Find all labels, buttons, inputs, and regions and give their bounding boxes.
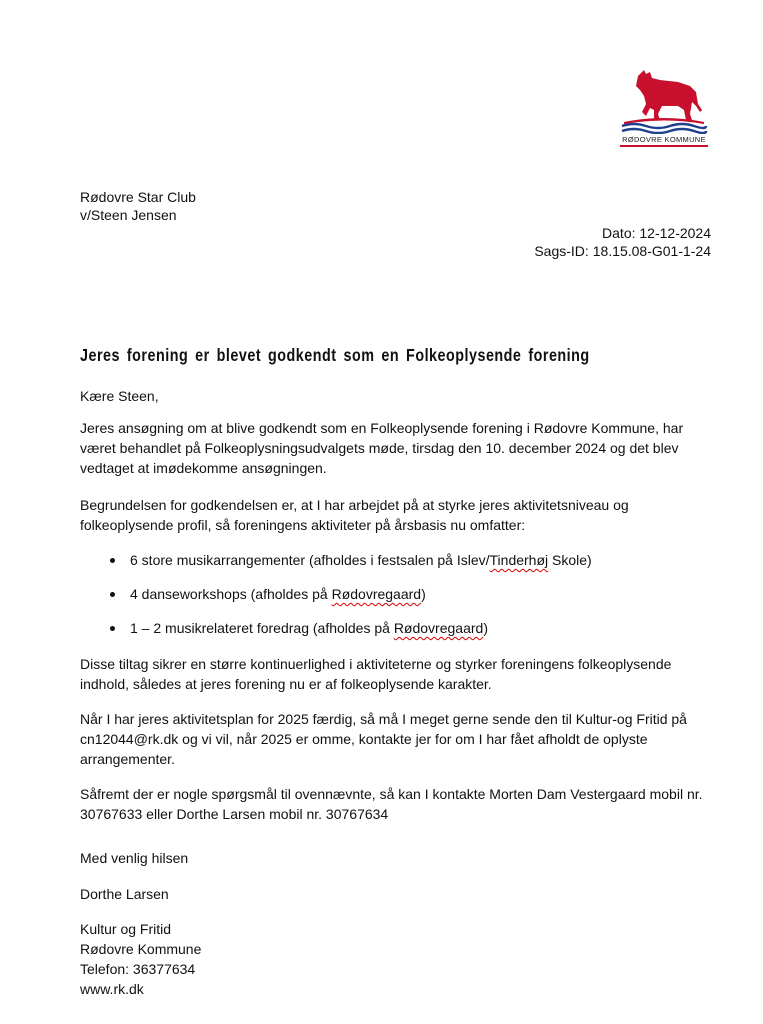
- rodovre-kommune-logo: [616, 62, 712, 150]
- recipient-name: Rødovre Star Club: [80, 189, 196, 205]
- signer-organization: Rødovre Kommune: [80, 941, 202, 957]
- paragraph-continuity: Disse tiltag sikrer en større kontinuerlighed i aktiviteterne og styrker foreningens folkeoplysende indhold, således at jeres forening nu er af folkeoplysende karakter.: [80, 656, 672, 692]
- salutation: Kære Steen,: [80, 388, 159, 404]
- spellcheck-flagged-word[interactable]: Tinderhøj: [489, 552, 549, 568]
- list-item: 1 – 2 musikrelateret foredrag (afholdes på Rødovregaard): [80, 618, 592, 652]
- bullet-icon: [110, 592, 115, 597]
- paragraph-contact: Såfremt der er nogle spørgsmål til ovennævnte, så kan I kontakte Morten Dam Vestergaard mobil nr. 30767633 eller Dorthe Larsen mobil nr. 30767634: [80, 786, 703, 822]
- spellcheck-flagged-word[interactable]: Rødovregaard: [393, 620, 484, 636]
- spellcheck-flagged-word[interactable]: Rødovregaard: [331, 586, 422, 602]
- activities-list: [80, 550, 592, 652]
- recipient-address: [80, 188, 196, 224]
- letter-title: Jeres forening er blevet godkendt som en Folkeoplysende forening: [80, 345, 590, 365]
- letter-meta: [534, 224, 711, 260]
- signer-department: Kultur og Fritid: [80, 921, 172, 937]
- signer-name: Dorthe Larsen: [80, 886, 169, 902]
- list-item: 4 danseworkshops (afholdes på Rødovregaard): [80, 584, 592, 618]
- logo-underline: [620, 145, 708, 147]
- closing: Med venlig hilsen: [80, 850, 189, 866]
- bullet-icon: [110, 558, 115, 563]
- paragraph-approval: Jeres ansøgning om at blive godkendt som en Folkeoplysende forening i Rødovre Kommune, har været behandlet på Folkeoplysningsudvalgets møde, tirsdag den 10. december 2024 og det blev vedtaget at imødekomme ansøgningen.: [80, 420, 684, 476]
- signer-website: www.rk.dk: [80, 981, 144, 997]
- logo-wordmark: RØDOVRE KOMMUNE: [622, 135, 706, 144]
- paragraph-activity-plan: Når I har jeres aktivitetsplan for 2025 færdig, så må I meget gerne sende den til Kultur-og Fritid på cn12044@rk.dk og vi vil, når 2025 er omme, kontakte jer for om I har fået afholdt de oplyste arrangementer.: [80, 711, 687, 767]
- bullet-icon: [110, 626, 115, 631]
- signer-phone: Telefon: 36377634: [80, 961, 196, 977]
- signature-block: [80, 919, 201, 999]
- letter-date: Dato: 12-12-2024: [602, 225, 711, 241]
- bull-emblem-icon: [616, 62, 712, 134]
- recipient-attention: v/Steen Jensen: [80, 207, 177, 223]
- case-id: Sags-ID: 18.15.08-G01-1-24: [534, 243, 711, 259]
- paragraph-reason: Begrundelsen for godkendelsen er, at I har arbejdet på at styrke jeres aktivitetsniveau og folkeoplysende profil, så foreningens aktiviteter på årsbasis nu omfatter:: [80, 497, 629, 533]
- list-item: 6 store musikarrangementer (afholdes i festsalen på Islev/Tinderhøj Skole): [80, 550, 592, 584]
